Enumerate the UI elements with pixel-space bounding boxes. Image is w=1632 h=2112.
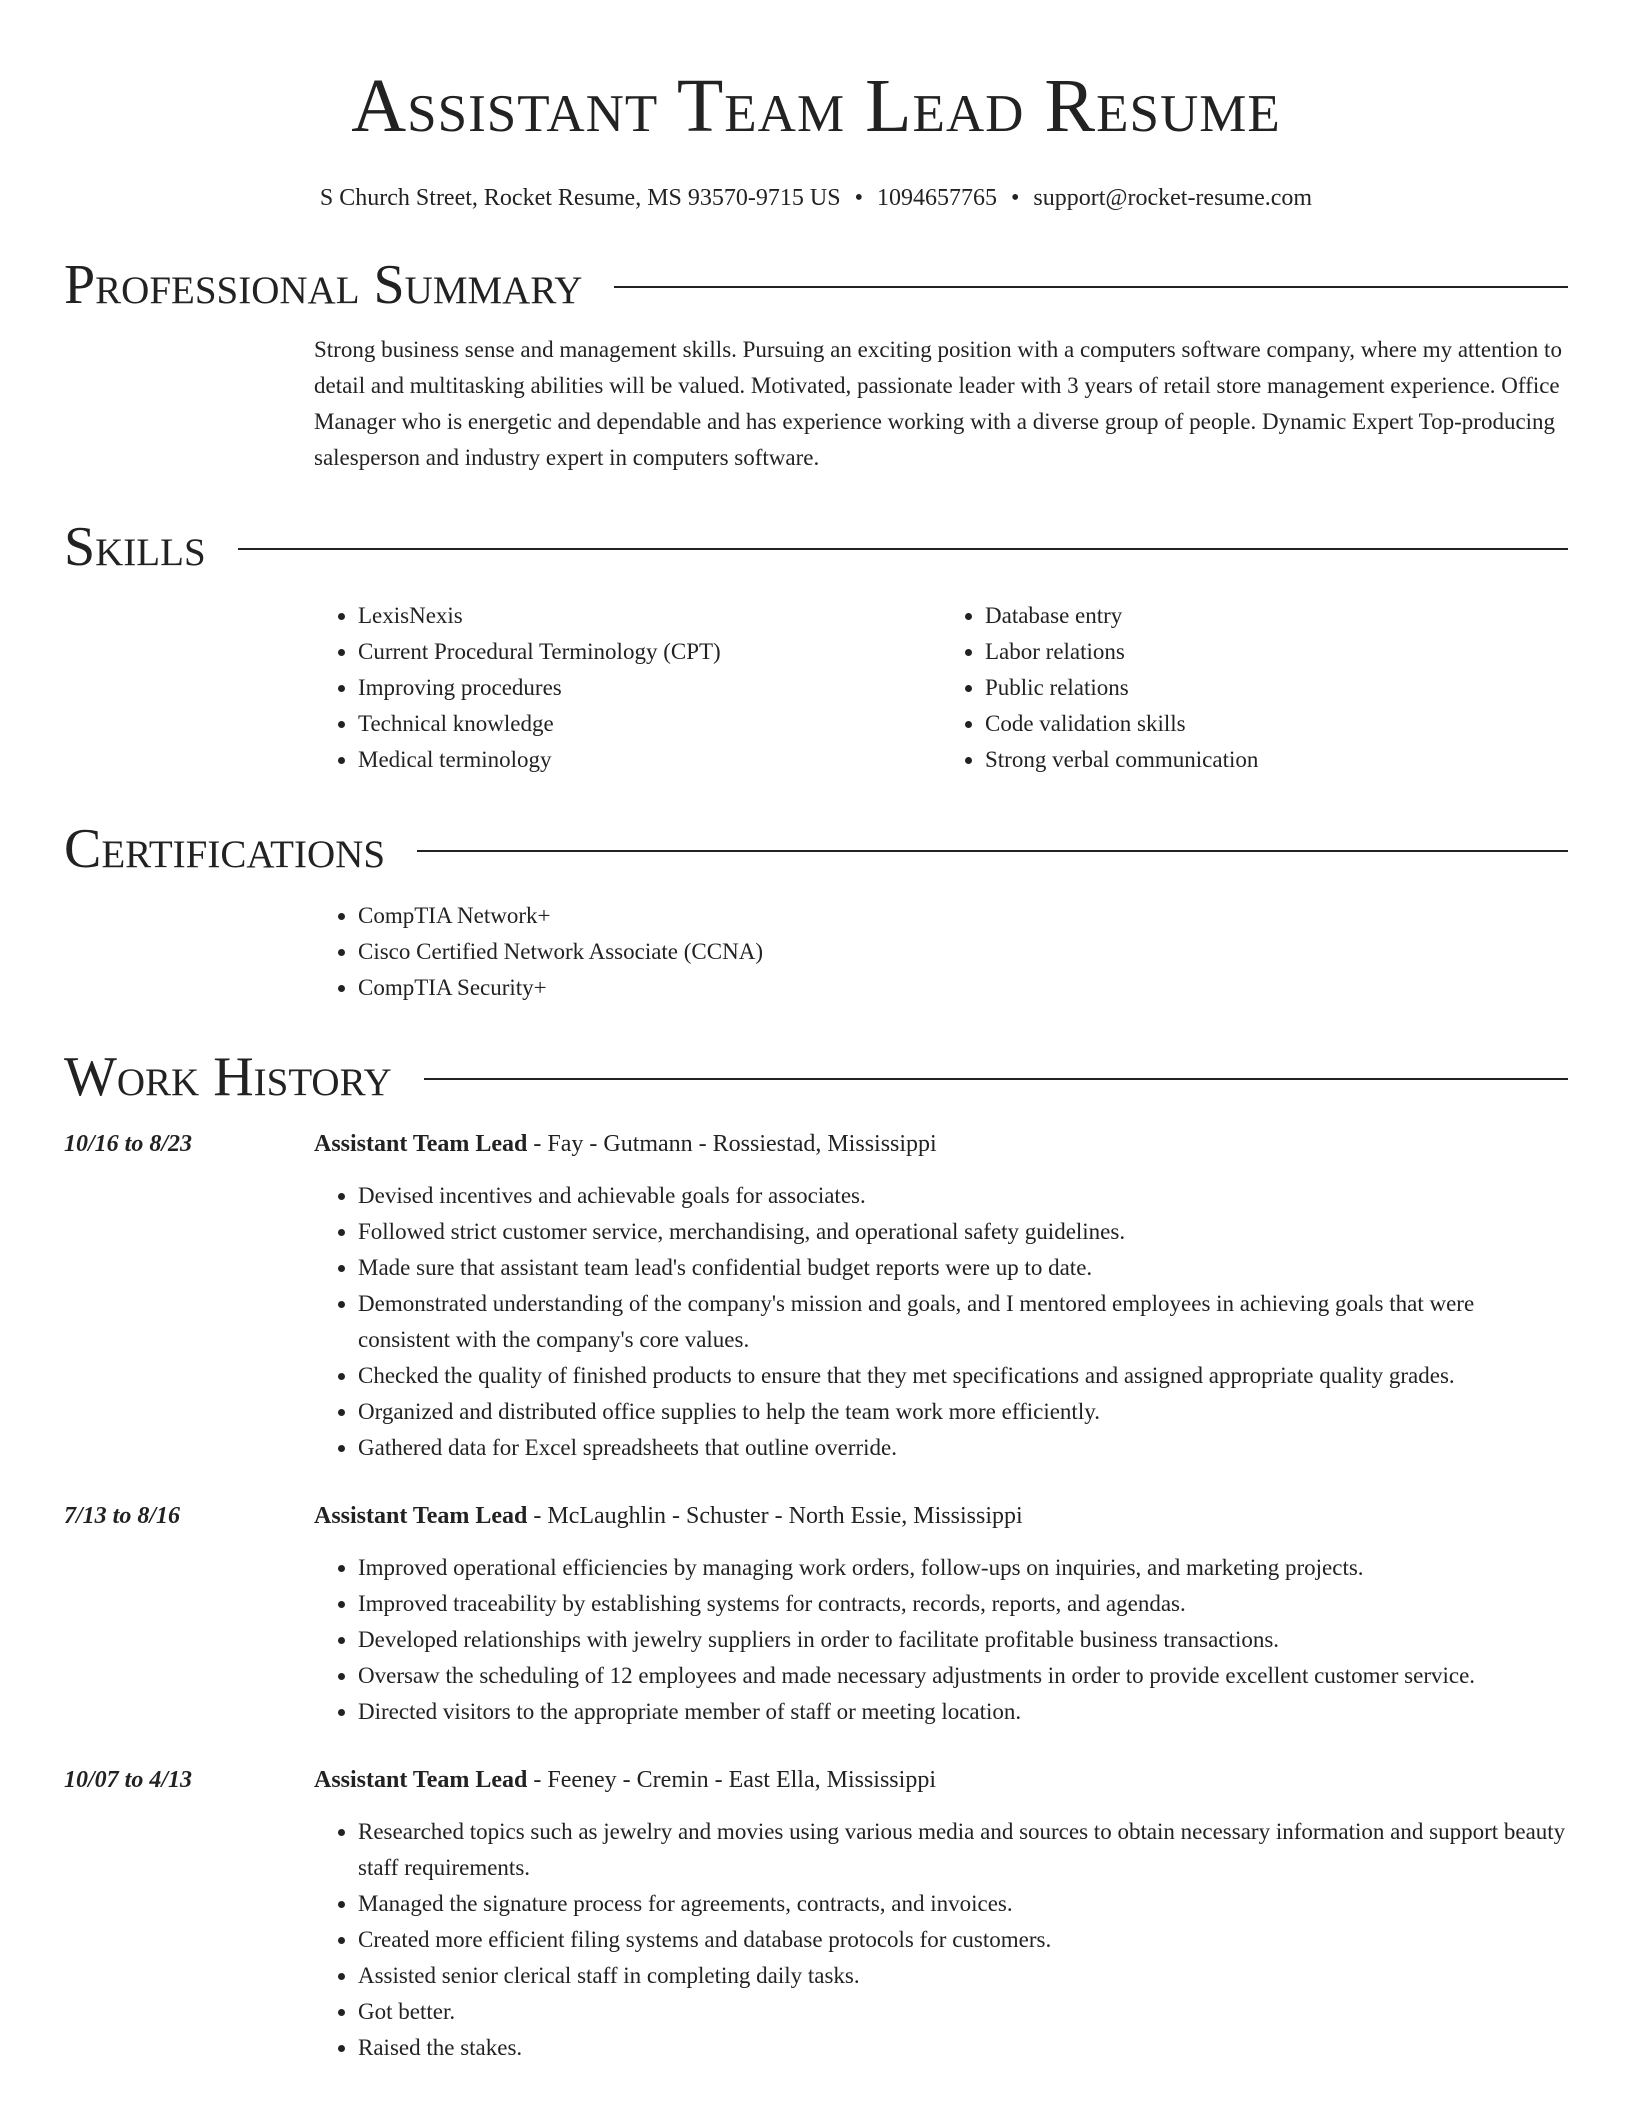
job-role: Assistant Team Lead	[314, 1503, 528, 1529]
skills-heading: Skills	[64, 516, 206, 578]
work-history-heading: Work History	[64, 1046, 392, 1108]
certification-item: • CompTIA Network+	[358, 898, 1568, 934]
certifications-list	[314, 898, 1568, 1006]
job-dates: 10/16 to 8/23	[64, 1131, 193, 1157]
job-employer: - Fay - Gutmann - Rossiestad, Mississippi	[527, 1131, 937, 1157]
job-bullet: • Gathered data for Excel spreadsheets that outline override.	[358, 1430, 1568, 1466]
job-bullet: • Improved operational efficiencies by managing work orders, follow-ups on inquiries, and marketing projects.	[358, 1550, 1568, 1586]
skill-item: • Code validation skills	[985, 706, 1568, 742]
work-history-section-header	[64, 1044, 1568, 1110]
job-bullet: • Demonstrated understanding of the company's mission and goals, and I mentored employees in achieving goals that were consistent with the company's core values.	[358, 1286, 1568, 1358]
contact-separator: •	[854, 185, 863, 211]
summary-section	[314, 332, 1568, 476]
job-bullet: • Oversaw the scheduling of 12 employees and made necessary adjustments in order to provide excellent customer service.	[358, 1658, 1568, 1694]
skill-item: • LexisNexis	[358, 598, 941, 634]
job-bullet: • Researched topics such as jewelry and movies using various media and sources to obtain necessary information and support beauty staff requirements.	[358, 1814, 1568, 1886]
job-bullet: • Developed relationships with jewelry suppliers in order to facilitate profitable business transactions.	[358, 1622, 1568, 1658]
certifications-section	[314, 898, 1568, 1006]
job-content	[314, 1126, 1568, 1466]
job-bullet: • Raised the stakes.	[358, 2030, 1568, 2066]
skills-list-right	[941, 598, 1568, 778]
job-title-line	[314, 1498, 1568, 1534]
job-bullet: • Followed strict customer service, merchandising, and operational safety guidelines.	[358, 1214, 1568, 1250]
summary-section-header	[64, 252, 1568, 318]
page-title: Assistant Team Lead Resume	[351, 64, 1281, 148]
job-bullet: • Checked the quality of finished products to ensure that they met specifications and assigned appropriate quality grades.	[358, 1358, 1568, 1394]
job-title-line	[314, 1126, 1568, 1162]
job-content	[314, 1762, 1568, 2066]
certification-item: • CompTIA Security+	[358, 970, 1568, 1006]
contact-separator: •	[1010, 185, 1020, 211]
job-bullet: • Got better.	[358, 1994, 1568, 2030]
skill-item: • Public relations	[985, 670, 1568, 706]
job-bullet: • Organized and distributed office supplies to help the team work more efficiently.	[358, 1394, 1568, 1430]
job-title-line	[314, 1762, 1568, 1798]
certifications-section-header	[64, 816, 1568, 882]
job-bullet: • Assisted senior clerical staff in completing daily tasks.	[358, 1958, 1568, 1994]
job-content	[314, 1498, 1568, 1730]
skill-item: • Database entry	[985, 598, 1568, 634]
section-divider	[417, 850, 1568, 852]
summary-heading: Professional Summary	[64, 254, 583, 316]
job-bullet: • Improved traceability by establishing systems for contracts, records, reports, and agendas.	[358, 1586, 1568, 1622]
skills-section	[314, 598, 1568, 778]
contact-line	[64, 182, 1568, 214]
section-divider	[614, 286, 1568, 288]
certifications-heading: Certifications	[64, 818, 386, 880]
job-bullets	[314, 1550, 1568, 1730]
job-bullet: • Directed visitors to the appropriate member of staff or meeting location.	[358, 1694, 1568, 1730]
section-divider	[238, 548, 1568, 550]
job-employer: - Feeney - Cremin - East Ella, Mississippi	[527, 1767, 936, 1793]
job-entry	[64, 1498, 1568, 1730]
skill-item: • Labor relations	[985, 634, 1568, 670]
summary-text: Strong business sense and management skills. Pursuing an exciting position with a computers software company, where my attention to detail and multitasking abilities will be valued. Motivated, passionate leader with 3 years of retail store management experience. Office Manager who is energetic and dependable and has experience working with a diverse group of people. Dynamic Expert Top-producing salesperson and industry expert in computers software.	[314, 337, 1562, 470]
skill-item: • Current Procedural Terminology (CPT)	[358, 634, 941, 670]
job-bullet: • Created more efficient filing systems and database protocols for customers.	[358, 1922, 1568, 1958]
job-dates: 7/13 to 8/16	[64, 1503, 181, 1529]
certification-item: • Cisco Certified Network Associate (CCNA)	[358, 934, 1568, 970]
skills-list-left	[314, 598, 941, 778]
job-role: Assistant Team Lead	[314, 1131, 528, 1157]
skill-item: • Technical knowledge	[358, 706, 941, 742]
job-entry	[64, 1126, 1568, 1466]
job-bullet: • Made sure that assistant team lead's confidential budget reports were up to date.	[358, 1250, 1568, 1286]
section-divider	[424, 1078, 1568, 1080]
contact-phone: 1094657765	[876, 185, 997, 211]
skill-item: • Medical terminology	[358, 742, 941, 778]
job-entry	[64, 1762, 1568, 2066]
contact-email: support@rocket-resume.com	[1033, 185, 1313, 211]
job-employer: - McLaughlin - Schuster - North Essie, Mississippi	[527, 1503, 1023, 1529]
job-bullets	[314, 1814, 1568, 2066]
skill-item: • Improving procedures	[358, 670, 941, 706]
job-dates: 10/07 to 4/13	[64, 1767, 193, 1793]
contact-address: S Church Street, Rocket Resume, MS 93570-9715 US	[319, 185, 841, 211]
job-bullet: • Managed the signature process for agreements, contracts, and invoices.	[358, 1886, 1568, 1922]
skills-section-header	[64, 514, 1568, 580]
skill-item: • Strong verbal communication	[985, 742, 1568, 778]
job-bullet: • Devised incentives and achievable goals for associates.	[358, 1178, 1568, 1214]
job-role: Assistant Team Lead	[314, 1767, 528, 1793]
job-bullets	[314, 1178, 1568, 1466]
